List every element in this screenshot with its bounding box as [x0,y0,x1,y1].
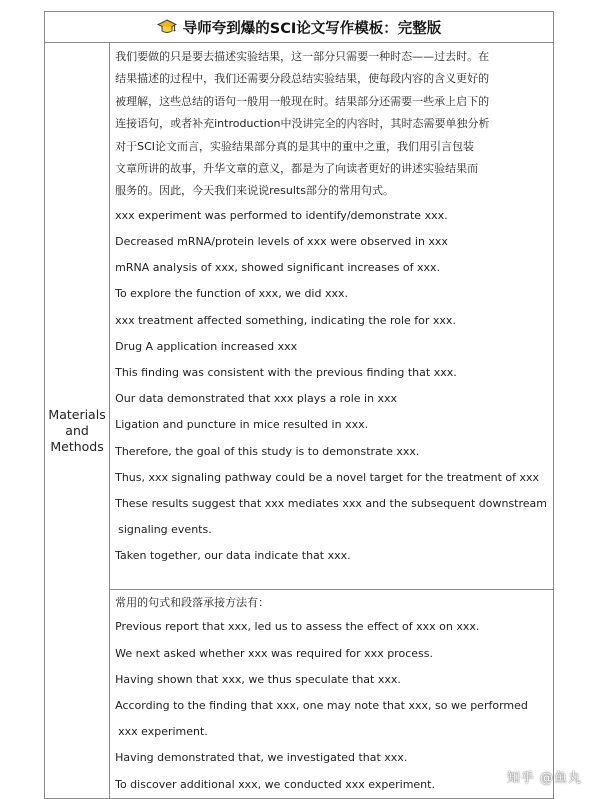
sentence-line: Thus, xxx signaling pathway could be a novel target for the treatment of xxx [115,470,540,484]
sentence-list-1 [115,203,547,570]
section-label-line2: Methods [50,438,104,454]
sentence-line: mRNA analysis of xxx, showed significant increases of xxx. [115,261,441,275]
sentence-line: Ligation and puncture in mice resulted in xxx. [115,418,369,432]
sentence-line: xxx experiment. [118,725,208,739]
sentence-line: To explore the function of xxx, we did xxx. [115,287,348,301]
intro-line: 被理解，这些总结的语句一般用一般现在时。结果部分还需要一些承上启下的 [115,94,490,108]
page-title: 导师夸到爆的SCI论文写作模板：完整版 [182,20,442,37]
intro-line: 连接语句，或者补充introduction中没讲完全的内容时，其时态需要单独分析 [115,117,490,131]
content-cell-transitions [110,590,553,798]
intro-line: 文章所讲的故事，升华文章的意义，都是为了向读者更好的讲述实验结果而 [115,162,479,176]
content-cell-results [110,43,553,590]
intro-line: 我们要做的只是要去描述实验结果，这一部分只需要一种时态——过去时。在 [115,50,490,63]
template-table [44,11,554,799]
sentence-line: Having shown that xxx, we thus speculate that xxx. [115,672,401,686]
table-body-row [45,43,553,798]
intro-line: 对于SCI论文而言，实验结果部分真的是其中的重中之重，我们用引言包装 [115,139,475,153]
sentence-line: Our data demonstrated that xxx plays a role in xxx [115,392,398,406]
sentence-line: xxx experiment was performed to identify/demonstrate xxx. [115,208,448,222]
intro-line: 结果描述的过程中，我们还需要分段总结实验结果，使每段内容的含义更好的 [115,72,490,86]
sentence-list-2 [115,614,547,797]
graduation-cap-icon [157,17,177,37]
zhihu-watermark: 知乎 @鱼丸 [506,771,582,786]
table-title-row [45,12,553,43]
sentence-line: Therefore, the goal of this study is to demonstrate xxx. [115,444,420,458]
sentence-line: xxx treatment affected something, indicating the role for xxx. [115,313,456,327]
content-column [110,43,553,798]
sentence-line: Taken together, our data indicate that xxx. [115,549,351,563]
sentence-line: signaling events. [118,523,212,537]
sentence-line: Drug A application increased xxx [115,339,298,353]
section-label-cell [45,43,110,798]
sentence-line: To discover additional xxx, we conducted xxx experiment. [115,777,435,791]
sentence-line: According to the finding that xxx, one may note that xxx, so we performed [115,699,528,713]
sentence-line: These results suggest that xxx mediates xxx and the subsequent downstream [115,497,547,511]
sentence-line: This finding was consistent with the previous finding that xxx. [115,366,457,380]
section2-heading: 常用的句式和段落承接方法有： [115,596,270,609]
sentence-line: Decreased mRNA/protein levels of xxx were observed in xxx [115,235,448,249]
section-label-line1: Materials and [48,406,106,438]
intro-line: 服务的。因此，今天我们来说说results部分的常用句式。 [115,184,394,198]
sentence-line: Previous report that xxx, led us to assess the effect of xxx on xxx. [115,620,480,634]
sentence-line: Having demonstrated that, we investigated that xxx. [115,751,408,765]
sentence-line: We next asked whether xxx was required for xxx process. [115,646,433,660]
intro-paragraph [115,46,547,203]
